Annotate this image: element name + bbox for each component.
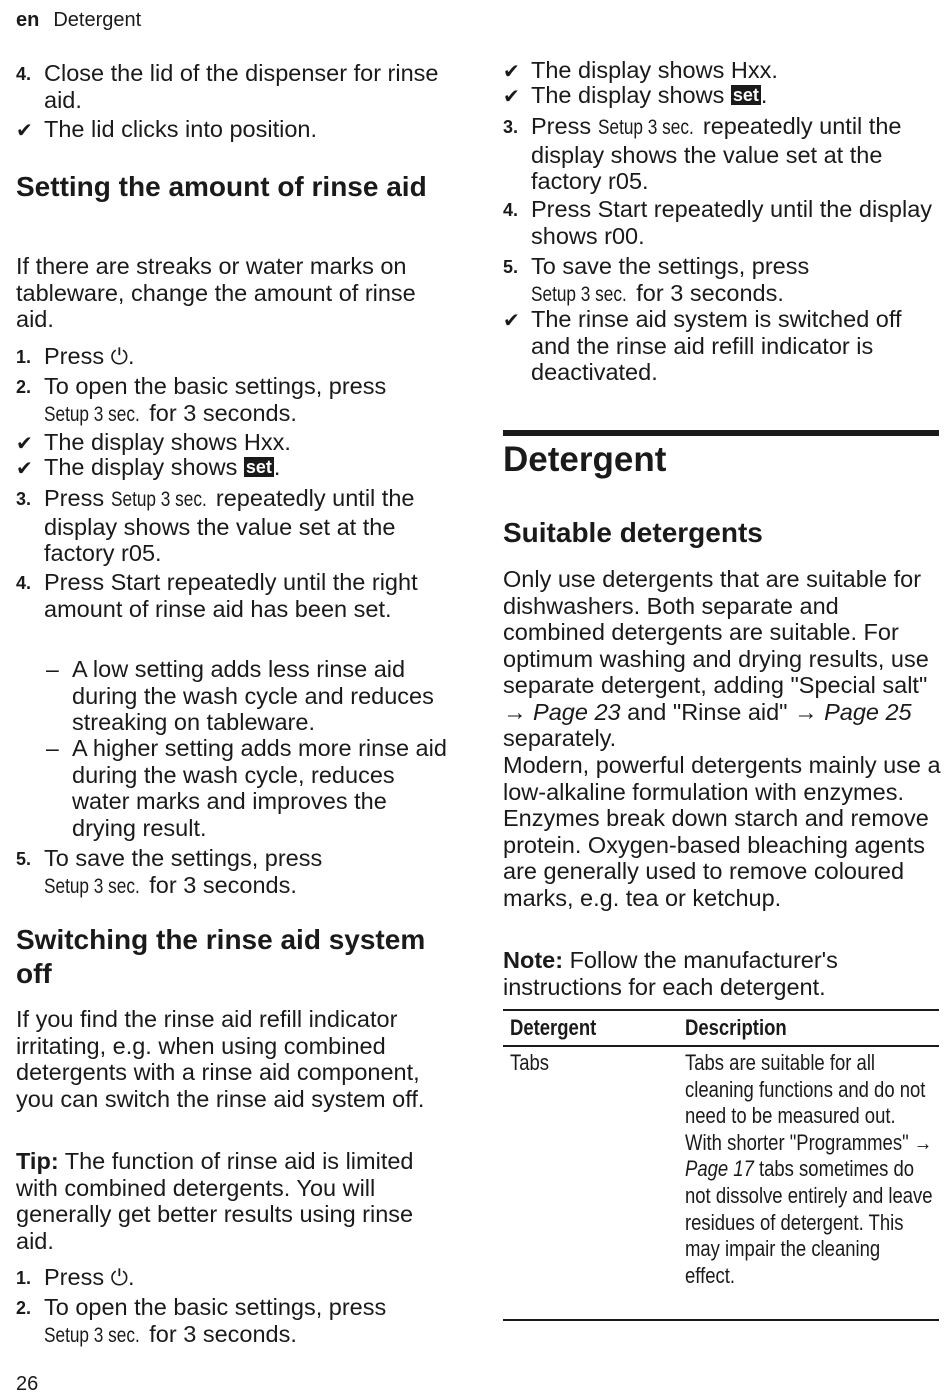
result-text: The display shows set.: [44, 454, 281, 480]
setup-key-label: Setup 3 sec.: [531, 282, 627, 306]
section-heading: Setting the amount of rinse aid: [16, 171, 427, 202]
check-icon: ✔: [16, 433, 33, 455]
step-text: Press Start repeatedly until the display shows r00.: [531, 196, 933, 249]
section-heading: Switching the rinse aid system off: [16, 924, 426, 989]
page-number: 26: [16, 1373, 39, 1395]
table-cell-description: Tabs are suitable for all cleaning functions and do not need to be measured out. With shorter "Programmes" → Page 17 tabs sometimes do not dissolve entirely and leave residues of detergent. This may impair the cleaning effect.: [685, 1050, 933, 1288]
paragraph: If there are streaks or water marks on tableware, change the amount of rinse aid.: [16, 253, 416, 332]
step-number: 1.: [16, 1268, 32, 1288]
step-text: Press ⏻.: [44, 1264, 135, 1290]
step-text: Press Setup 3 sec. repeatedly until the display shows the value set at the factory r05.: [531, 113, 902, 194]
tip-paragraph: Tip: The function of rinse aid is limited with combined detergents. You will generally get better results using rinse aid.: [16, 1148, 414, 1254]
table-top-rule: [503, 1009, 939, 1011]
set-display-badge: set: [732, 85, 759, 105]
header-section: Detergent: [53, 9, 142, 31]
step-text: To open the basic settings, press Setup 3 sec. for 3 seconds.: [44, 1294, 444, 1349]
step-number: 5.: [503, 257, 519, 277]
setup-key-label: Setup 3 sec.: [44, 1323, 140, 1347]
result-text: The display shows Hxx.: [531, 57, 778, 83]
result-text: The rinse aid system is switched off and the rinse aid refill indicator is deactivated.: [531, 306, 902, 385]
note-paragraph: Note: Follow the manufacturer's instructions for each detergent.: [503, 947, 838, 1000]
check-icon: ✔: [16, 120, 33, 142]
chapter-rule: [503, 430, 939, 436]
step-number: 3.: [16, 489, 32, 509]
table-header-rule: [503, 1045, 939, 1047]
paragraph: If you find the rinse aid refill indicator irritating, e.g. when using combined detergents with a rinse aid component, you can switch the rinse aid system off.: [16, 1006, 425, 1112]
result-text: The display shows set.: [531, 82, 768, 108]
step-text: Press Setup 3 sec. repeatedly until the display shows the value set at the factory r05.: [44, 485, 415, 566]
table-header-description: Description: [685, 1015, 787, 1040]
start-key-label: Start: [110, 569, 161, 595]
step-number: 2.: [16, 1298, 32, 1318]
step-text: To open the basic settings, press Setup 3 sec. for 3 seconds.: [44, 373, 444, 428]
step-number: 4.: [16, 573, 32, 593]
note-label: Note:: [503, 947, 564, 973]
step-text: To save the settings, press Setup 3 sec. for 3 seconds.: [531, 253, 931, 308]
result-text: The display shows Hxx.: [44, 429, 291, 455]
list-item: A low setting adds less rinse aid during the wash cycle and reduces streaking on tableware.: [72, 656, 434, 735]
start-key-label: Start: [597, 196, 648, 222]
check-icon: ✔: [16, 458, 33, 480]
paragraph: Modern, powerful detergents mainly use a low-alkaline formulation with enzymes. Enzymes break down starch and remove protein. Oxygen-based bleaching agents are generally used to remove coloured marks, e.g. tea or ketchup.: [503, 752, 941, 911]
power-icon: ⏻: [110, 344, 129, 369]
table-cell-name: Tabs: [510, 1050, 550, 1075]
setup-key-label: Setup 3 sec.: [597, 116, 694, 139]
setup-key-label: Setup 3 sec.: [44, 402, 140, 426]
page-reference: Page 25: [824, 698, 912, 725]
chapter-heading: Detergent: [503, 440, 667, 479]
page-reference: Page 17: [685, 1156, 754, 1182]
setup-key-label: Setup 3 sec.: [44, 874, 140, 898]
step-text: Press ⏻.: [44, 343, 135, 369]
check-icon: ✔: [503, 86, 520, 108]
language-code: en: [16, 9, 40, 31]
step-text: Press Start repeatedly until the right amount of rinse aid has been set.: [44, 569, 418, 622]
step-number: 3.: [503, 117, 519, 137]
set-display-badge: set: [245, 457, 272, 477]
page-reference: Page 23: [533, 698, 621, 725]
step-number: 5.: [16, 849, 32, 869]
running-header: [16, 9, 141, 32]
table-header-detergent: Detergent: [510, 1015, 597, 1040]
check-icon: ✔: [503, 310, 520, 332]
step-text: Close the lid of the dispenser for rinse aid.: [44, 60, 439, 113]
step-number: 4.: [503, 200, 519, 220]
section-heading: Suitable detergents: [503, 517, 763, 548]
power-icon: ⏻: [110, 1265, 129, 1290]
setup-key-label: Setup 3 sec.: [110, 488, 207, 511]
result-text: The lid clicks into position.: [44, 116, 317, 142]
tip-label: Tip:: [16, 1148, 59, 1174]
check-icon: ✔: [503, 61, 520, 83]
table-bottom-rule: [503, 1319, 939, 1321]
step-number: 4.: [16, 64, 32, 84]
paragraph: Only use detergents that are suitable for dishwashers. Both separate and combined detergents are suitable. For optimum washing and drying results, use separate detergent, adding "Special salt" → Page 23 and "Rinse aid" → Page 25 separately.: [503, 566, 929, 751]
dash-bullet: –: [46, 656, 59, 682]
step-number: 1.: [16, 347, 32, 367]
list-item: A higher setting adds more rinse aid during the wash cycle, reduces water marks and improves the drying result.: [72, 735, 447, 841]
step-number: 2.: [16, 377, 32, 397]
step-text: To save the settings, press Setup 3 sec. for 3 seconds.: [44, 845, 444, 900]
dash-bullet: –: [46, 735, 59, 761]
